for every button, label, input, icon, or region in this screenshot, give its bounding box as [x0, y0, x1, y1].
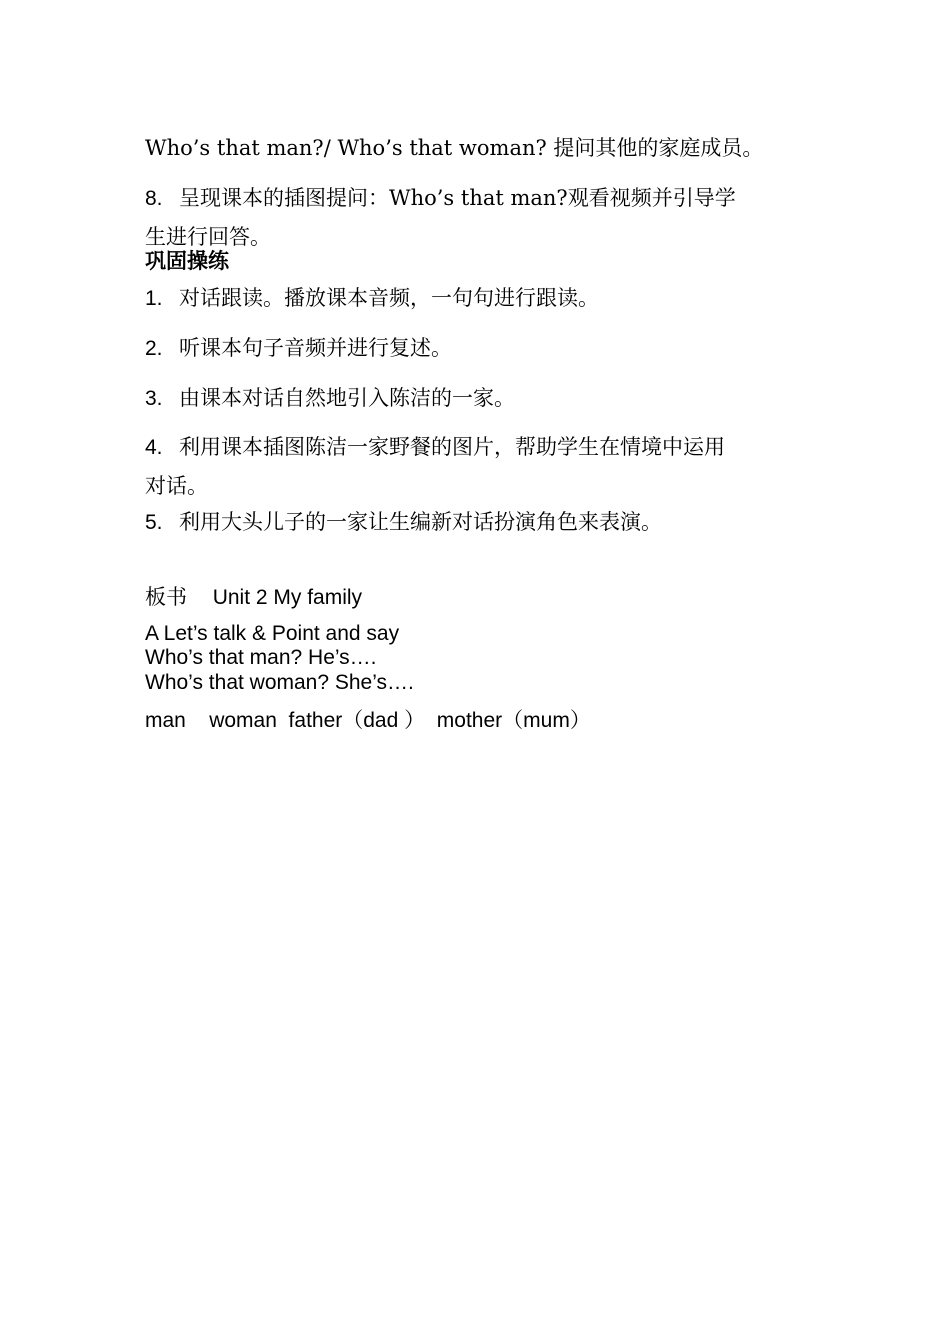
section-title: 巩固操练	[145, 249, 229, 273]
step-number: 3.	[145, 387, 163, 410]
step-number: 2.	[145, 337, 163, 360]
step-text: 利用课本插图陈洁一家野餐的图片，帮助学生在情境中运用	[179, 435, 725, 459]
step-4-continued: 对话。	[145, 474, 208, 498]
step-text: 由课本对话自然地引入陈洁的一家。	[179, 386, 515, 410]
step-3	[145, 385, 515, 412]
step-text: 利用大头儿子的一家让生编新对话扮演角色来表演。	[179, 510, 662, 534]
step-number: 8.	[145, 187, 163, 210]
board-title: Unit 2 My family	[212, 586, 363, 609]
board-label: 板书	[145, 585, 187, 609]
step-5	[145, 509, 662, 536]
board-line-3: Who’s that woman? She’s….	[145, 671, 414, 694]
step-8-line-2: 生进行回答。	[145, 225, 271, 249]
board-line-1: A Let’s talk & Point and say	[145, 622, 400, 645]
step-text: 呈现课本的插图提问：Who’s that man?观看视频并引导学	[179, 186, 736, 210]
step-8-line-1	[145, 185, 736, 212]
step-text: 对话跟读。播放课本音频，一句句进行跟读。	[179, 286, 599, 310]
intro-line: Who’s that man?/ Who’s that woman? 提问其他的家庭成员。	[145, 136, 764, 160]
step-number: 5.	[145, 511, 163, 534]
step-4	[145, 434, 725, 461]
board-heading	[145, 584, 362, 611]
step-number: 1.	[145, 287, 163, 310]
step-2	[145, 335, 452, 362]
step-1	[145, 285, 599, 312]
board-line-2: Who’s that man? He’s….	[145, 646, 377, 669]
step-text: 听课本句子音频并进行复述。	[179, 336, 452, 360]
step-number: 4.	[145, 436, 163, 459]
board-vocabulary: man woman father（dad ） mother（mum）	[145, 709, 591, 732]
